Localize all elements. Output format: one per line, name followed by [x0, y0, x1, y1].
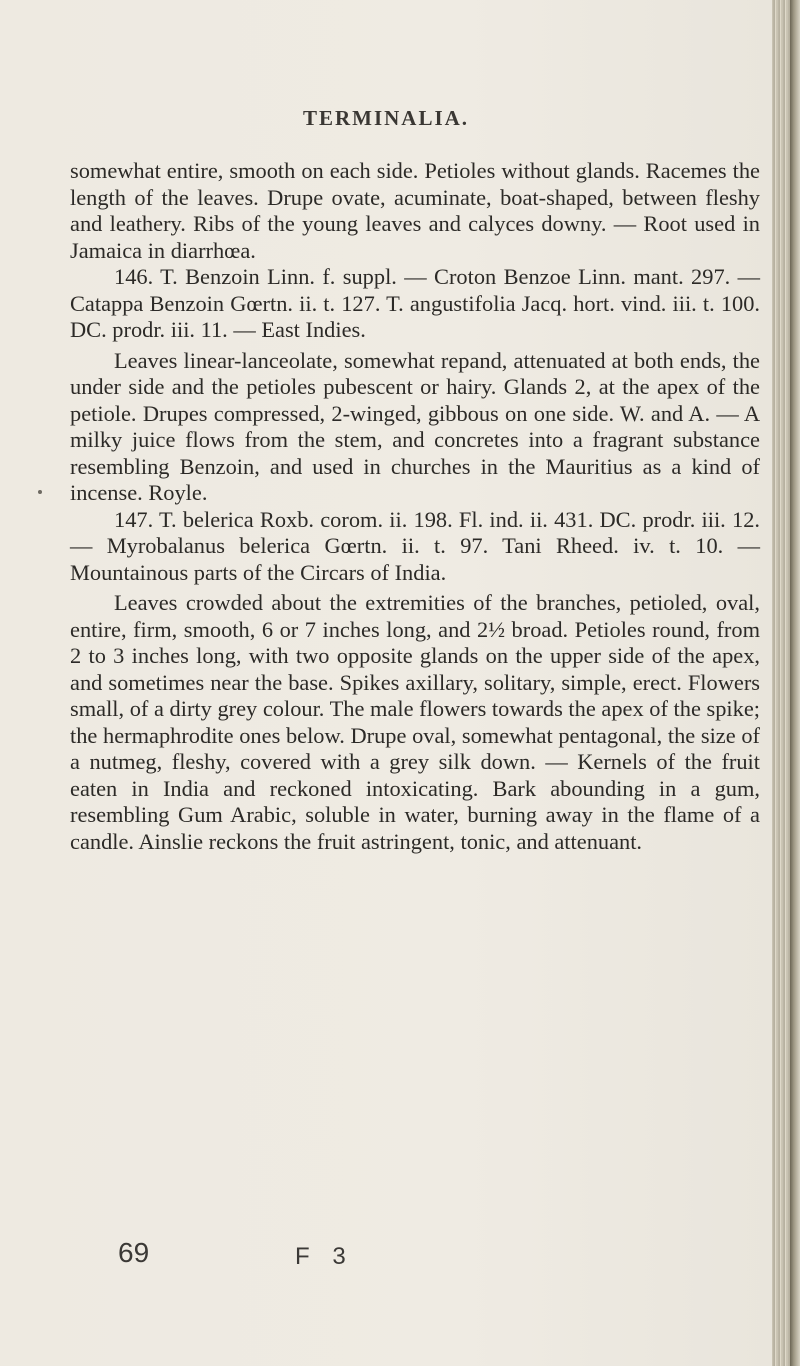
body-text [70, 158, 760, 855]
entry-146: 146. T. Benzoin Linn. f. suppl. — Croton Benzoe Linn. mant. 297. — Catappa Benzoin Gœrtn. ii. t. 127. T. angustifolia Jacq. hort. vind. iii. t. 100. DC. prodr. iii. 11. — East Indies. [70, 264, 760, 342]
page-edge [772, 0, 800, 1366]
description-146: Leaves linear-lanceolate, somewhat repand, attenuated at both ends, the under side and the petioles pubescent or hairy. Glands 2, at the apex of the petiole. Drupes compressed, 2-winged, gibbous on one side. W. and A. — A milky juice flows from the stem, and concretes into a fragrant substance resembling Benzoin, and used in churches in the Mauritius as a kind of incense. Royle. [70, 347, 760, 505]
entry-147: 147. T. belerica Roxb. corom. ii. 198. Fl. ind. ii. 431. DC. prodr. iii. 12. — Myrobalanus belerica Gœrtn. ii. t. 97. Tani Rheed. iv. t. 10. — Mountainous parts of the Circars of India. [70, 506, 760, 585]
running-header: TERMINALIA. [302, 106, 470, 130]
page-number: 69 [118, 1237, 150, 1268]
description-147: Leaves crowded about the extremities of the branches, petioled, oval, entire, firm, smooth, 6 or 7 inches long, and 2½ broad. Petioles round, from 2 to 3 inches long, with two opposite glands on the upper side of the apex, and sometimes near the base. Spikes axillary, solitary, simple, erect. Flowers small, of a dirty grey colour. The male flowers towards the apex of the spike; the hermaphrodite ones below. Drupe oval, somewhat pentagonal, the size of a nutmeg, fleshy, covered with a grey silk down. — Kernels of the fruit eaten in India and reckoned intoxicating. Bark abounding in a gum, resembling Gum Arabic, soluble in water, burning away in the flame of a candle. Ainslie reckons the fruit astringent, tonic, and attenuant. [70, 590, 760, 854]
signature-mark: F 3 [295, 1243, 354, 1270]
margin-mark [38, 490, 42, 494]
paragraph-continuation: somewhat entire, smooth on each side. Petioles without glands. Racemes the length of the leaves. Drupe ovate, acuminate, boat-shaped, between fleshy and leathery. Ribs of the young leaves and calyces downy. — Root used in Jamaica in diarrhœa. [70, 158, 760, 263]
